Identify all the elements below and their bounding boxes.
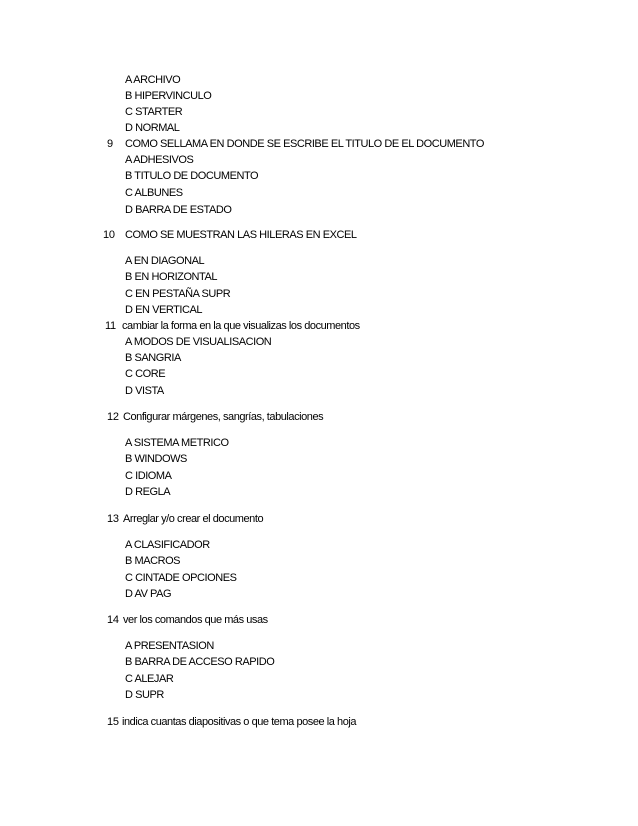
question-number: 9 [107, 138, 113, 150]
question-number: 12 [107, 411, 119, 423]
question-number: 11 [105, 320, 116, 332]
question-number: 14 [107, 614, 119, 626]
option-a: A MODOS DE VISUALISACION [125, 336, 272, 348]
option-b: B TITULO DE DOCUMENTO [125, 170, 259, 182]
question-text: Arreglar y/o crear el documento [123, 513, 264, 525]
option-b: B BARRA DE ACCESO RAPIDO [125, 656, 275, 668]
question-number: 13 [107, 513, 119, 525]
option-c: C EN PESTAÑA SUPR [125, 288, 231, 300]
question-text: COMO SE MUESTRAN LAS HILERAS EN EXCEL [125, 229, 357, 241]
option-b: B MACROS [125, 555, 181, 567]
option-d: D EN VERTICAL [125, 304, 203, 316]
option-c: C ALEJAR [125, 673, 174, 685]
option-a: A PRESENTASION [125, 640, 214, 652]
option-a: A ARCHIVO [125, 74, 181, 86]
option-a: A SISTEMA METRICO [125, 437, 229, 449]
option-d: D VISTA [125, 385, 164, 397]
option-c: C STARTER [125, 106, 183, 118]
option-d: D AV PAG [125, 588, 172, 600]
option-d: D NORMAL [125, 122, 180, 134]
option-c: C ALBUNES [125, 187, 183, 199]
question-text: COMO SELLAMA EN DONDE SE ESCRIBE EL TITULO DE EL DOCUMENTO [125, 138, 484, 150]
option-d: D SUPR [125, 689, 164, 701]
option-a: A CLASIFICADOR [125, 539, 210, 551]
option-c: C CORE [125, 368, 166, 380]
question-number: 15 [107, 716, 119, 728]
option-b: B HIPERVINCULO [125, 90, 212, 102]
option-d: D REGLA [125, 486, 171, 498]
question-text: ver los comandos que más usas [123, 614, 268, 626]
option-b: B SANGRIA [125, 352, 181, 364]
option-a: A ADHESIVOS [125, 154, 194, 166]
option-a: A EN DIAGONAL [125, 255, 205, 267]
option-c: C IDIOMA [125, 470, 172, 482]
question-number: 10 [103, 229, 115, 241]
question-text: Configurar márgenes, sangrías, tabulaciones [123, 411, 324, 423]
option-c: C CINTADE OPCIONES [125, 572, 237, 584]
question-text: indica cuantas diapositivas o que tema posee la hoja [122, 716, 357, 728]
option-b: B WINDOWS [125, 453, 187, 465]
option-d: D BARRA DE ESTADO [125, 204, 232, 216]
option-b: B EN HORIZONTAL [125, 271, 218, 283]
question-text: cambiar la forma en la que visualizas los documentos [122, 320, 360, 332]
